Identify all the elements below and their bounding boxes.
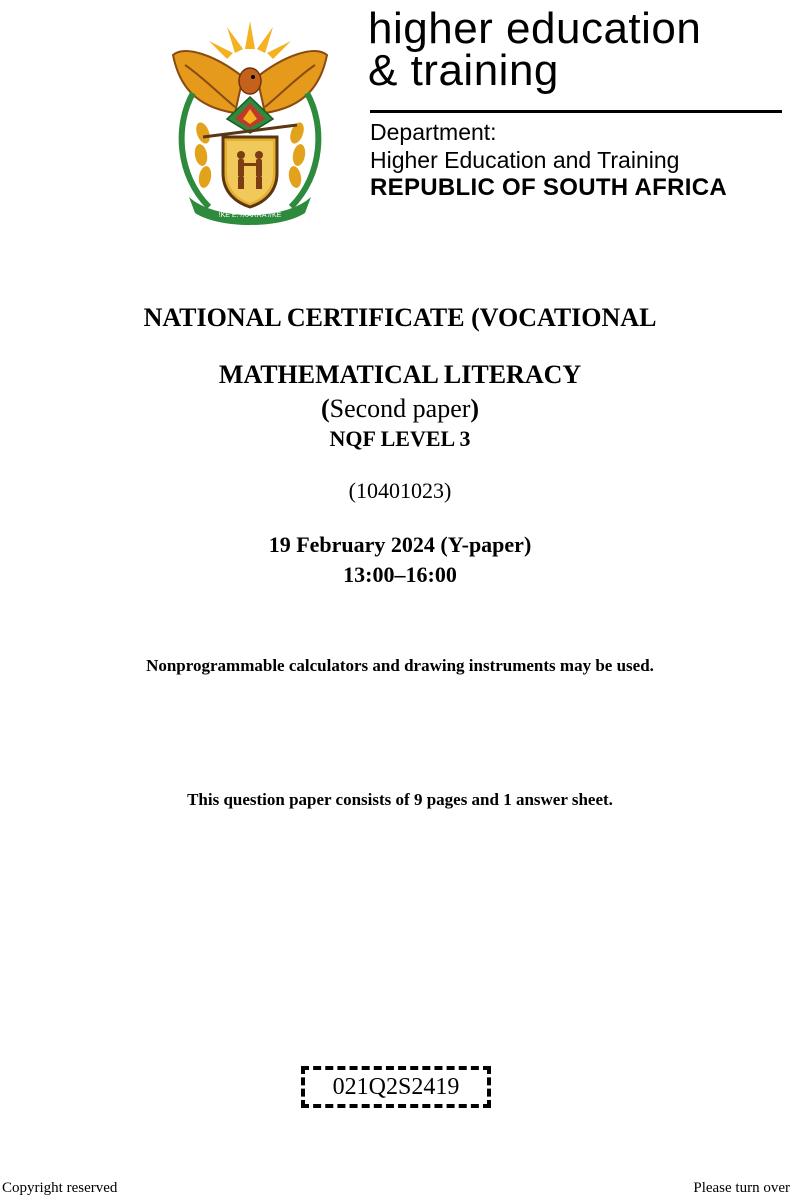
nqf-level: NQF LEVEL 3 (329, 426, 471, 451)
paper-paren-close: ) (470, 394, 480, 423)
brand-divider (370, 110, 782, 113)
brand-wordmark (368, 4, 788, 95)
brand-line-1: higher education (368, 4, 702, 53)
exam-time: 13:00–16:00 (343, 562, 457, 587)
pages-note: This question paper consists of 9 pages and 1 answer sheet. (187, 790, 613, 809)
subject-title: MATHEMATICAL LITERACY (218, 360, 582, 389)
sun-rays (209, 21, 291, 59)
paper-id-box: 021Q2S2419 (301, 1066, 491, 1108)
footer-copyright: Copyright reserved (2, 1180, 118, 1196)
south-africa-coat-of-arms-icon (165, 15, 335, 225)
exam-date: 19 February 2024 (Y-paper) (268, 532, 532, 557)
instructions: Nonprogrammable calculators and drawing instruments may be used. (146, 656, 654, 675)
paper-name (0, 394, 800, 424)
department-name (370, 118, 790, 202)
country-name: REPUBLIC OF SOUTH AFRICA (370, 174, 727, 201)
paper-name-text: Second paper (329, 394, 471, 423)
brand-line-2: & training (368, 46, 559, 95)
department-title: Higher Education and Training (370, 147, 680, 173)
paper-paren-open: ( (320, 394, 330, 423)
crest-motto: !KE E: /XARRA //KE (218, 212, 282, 219)
subject-code: (10401023) (348, 478, 452, 503)
footer-turn-over: Please turn over (693, 1180, 790, 1196)
certificate-title: NATIONAL CERTIFICATE (VOCATIONAL (143, 303, 657, 332)
department-label: Department: (370, 119, 497, 145)
